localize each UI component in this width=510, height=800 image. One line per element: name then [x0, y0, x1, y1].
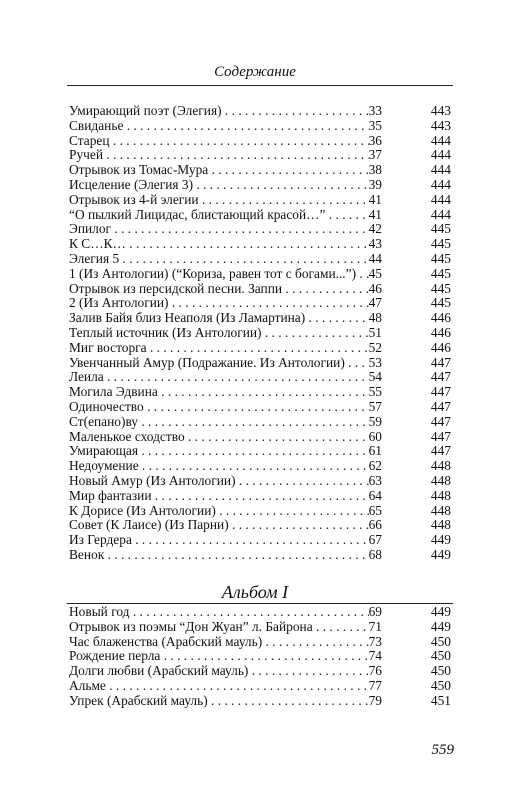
- toc-entry-title: Увенчанный Амур (Подражание. Из Антологии) . . .: [69, 356, 369, 371]
- toc-entry-commentary-page: 447: [430, 413, 451, 429]
- toc-entry-commentary-page: 445: [430, 250, 451, 266]
- toc-entry-commentary-page: 445: [430, 280, 451, 296]
- toc-entry-page: 54: [368, 369, 382, 385]
- toc-entry: [67, 104, 453, 119]
- toc-entry-commentary-page: 449: [430, 546, 451, 562]
- toc-entry-title: Теплый источник (Из Антологии) . . .: [69, 326, 369, 341]
- toc-entry-title: Отрывок из поэмы “Дон Жуан” л. Байрона . . .: [69, 620, 369, 635]
- toc-entry-commentary-page: 448: [430, 517, 451, 533]
- toc-entry: [67, 415, 453, 430]
- section-heading: Альбом I: [221, 582, 289, 602]
- toc-entry-page: 42: [368, 221, 382, 237]
- toc-entry-page: 73: [368, 633, 382, 649]
- header-rule: [67, 85, 453, 86]
- toc-entry-commentary-page: 448: [430, 472, 451, 488]
- toc-entry-title: Умирающая . . .: [69, 444, 369, 459]
- toc-entry-page: 74: [368, 648, 382, 664]
- toc-entry-commentary-page: 449: [430, 618, 451, 634]
- toc-entry-commentary-page: 445: [430, 295, 451, 311]
- toc-entry-commentary-page: 445: [430, 221, 451, 237]
- toc-entry-page: 48: [368, 310, 382, 326]
- toc-entry-title: “О пылкий Лицидас, блистающий красой…” . . .: [69, 208, 369, 223]
- toc-entry-title: К Дорисе (Из Антологии) . . .: [69, 504, 369, 519]
- toc-entry-title: Новый год . . .: [69, 605, 369, 620]
- toc-entry: [67, 518, 453, 533]
- toc-entry: [67, 533, 453, 548]
- toc-entry-page: 46: [368, 280, 382, 296]
- toc-entry-commentary-page: 444: [430, 162, 451, 178]
- toc-entry-page: 35: [368, 117, 382, 133]
- toc-entry: [67, 356, 453, 371]
- toc-entry-title: К С…К… . . .: [69, 237, 369, 252]
- toc-entry-page: 67: [368, 532, 382, 548]
- toc-entry-page: 41: [368, 206, 382, 222]
- toc-entry-title: Свиданье . . .: [69, 119, 369, 134]
- toc-entry: [67, 178, 453, 193]
- toc-entry-page: 65: [368, 502, 382, 518]
- toc-entry: [67, 193, 453, 208]
- toc-entry-title: Венок . . .: [69, 548, 369, 563]
- toc-entry-commentary-page: 450: [430, 663, 451, 679]
- toc-entry-commentary-page: 448: [430, 487, 451, 503]
- toc-entry-title: 1 (Из Антологии) (“Кориза, равен тот с богами...”) . . .: [69, 267, 369, 282]
- toc-entry-commentary-page: 447: [430, 354, 451, 370]
- toc-entry: [67, 504, 453, 519]
- toc-entry-page: 47: [368, 295, 382, 311]
- toc-entry-page: 66: [368, 517, 382, 533]
- toc-entry-page: 68: [368, 546, 382, 562]
- toc-entry-commentary-page: 444: [430, 191, 451, 207]
- toc-entry-page: 60: [368, 428, 382, 444]
- toc-entry: [67, 459, 453, 474]
- toc-entry: [67, 385, 453, 400]
- toc-entry-title: Отрывок из Томас-Мура . . .: [69, 163, 369, 178]
- toc-entry: [67, 282, 453, 297]
- toc-entry-page: 38: [368, 162, 382, 178]
- toc-entry-title: Миг восторга . . .: [69, 341, 369, 356]
- toc-entry-page: 55: [368, 384, 382, 400]
- toc-entry-title: Исцеление (Элегия 3) . . .: [69, 178, 369, 193]
- toc-entry-page: 43: [368, 236, 382, 252]
- toc-entry-commentary-page: 449: [430, 532, 451, 548]
- toc-entry-title: Долги любви (Арабский мауль) . . .: [69, 664, 369, 679]
- toc-entry: [67, 326, 453, 341]
- toc-entry-page: 69: [368, 604, 382, 619]
- toc-entry-commentary-page: 450: [430, 677, 451, 693]
- toc-entry: [67, 548, 453, 563]
- toc-entry-commentary-page: 451: [430, 692, 451, 708]
- toc-entry-page: 62: [368, 458, 382, 474]
- running-header: Содержание: [214, 64, 296, 80]
- toc-entry-commentary-page: 444: [430, 132, 451, 148]
- toc-entry: [67, 694, 453, 709]
- toc-entry: [67, 222, 453, 237]
- toc-entry-commentary-page: 447: [430, 369, 451, 385]
- toc-entry-page: 33: [368, 103, 382, 118]
- toc-entry: [67, 119, 453, 134]
- toc-entry-title: Старец . . .: [69, 134, 369, 149]
- toc-entry-page: 59: [368, 413, 382, 429]
- toc-entry: [67, 341, 453, 356]
- toc-list-main: [67, 104, 453, 563]
- toc-entry-commentary-page: 446: [430, 339, 451, 355]
- toc-entry-page: 77: [368, 677, 382, 693]
- toc-entry: [67, 620, 453, 635]
- toc-entry-title: Одиночество . . .: [69, 400, 369, 415]
- toc-entry-title: Альме . . .: [69, 679, 369, 694]
- toc-entry-commentary-page: 447: [430, 384, 451, 400]
- toc-entry-title: Ручей . . .: [69, 148, 369, 163]
- toc-entry-commentary-page: 447: [430, 443, 451, 459]
- toc-entry: [67, 664, 453, 679]
- toc-entry-commentary-page: 446: [430, 310, 451, 326]
- toc-entry-commentary-page: 443: [430, 117, 451, 133]
- toc-entry: [67, 430, 453, 445]
- page-number: 559: [431, 742, 454, 758]
- toc-entry-commentary-page: 444: [430, 206, 451, 222]
- toc-entry: [67, 649, 453, 664]
- toc-entry-page: 39: [368, 176, 382, 192]
- toc-entry-commentary-page: 449: [430, 604, 451, 619]
- toc-entry: [67, 370, 453, 385]
- toc-entry-page: 61: [368, 443, 382, 459]
- toc-entry: [67, 163, 453, 178]
- toc-entry: [67, 296, 453, 311]
- toc-entry-page: 51: [368, 324, 382, 340]
- toc-entry-commentary-page: 450: [430, 648, 451, 664]
- toc-entry-title: 2 (Из Антологии) . . .: [69, 296, 369, 311]
- toc-entry-commentary-page: 445: [430, 265, 451, 281]
- toc-entry-title: Час блаженства (Арабский мауль) . . .: [69, 635, 369, 650]
- toc-entry-page: 64: [368, 487, 382, 503]
- toc-entry-title: Залив Байя близ Неаполя (Из Ламартина) . . .: [69, 311, 369, 326]
- toc-entry-title: Из Гердера . . .: [69, 533, 369, 548]
- toc-entry-title: Элегия 5 . . .: [69, 252, 369, 267]
- toc-entry: [67, 237, 453, 252]
- toc-entry-title: Отрывок из персидской песни. Заппи . . .: [69, 282, 369, 297]
- toc-entry: [67, 679, 453, 694]
- toc-entry-page: 44: [368, 250, 382, 266]
- toc-entry-title: Недоумение . . .: [69, 459, 369, 474]
- toc-entry: [67, 400, 453, 415]
- toc-entry-page: 71: [368, 618, 382, 634]
- toc-entry-commentary-page: 450: [430, 633, 451, 649]
- toc-entry-page: 63: [368, 472, 382, 488]
- toc-entry-title: Рождение перла . . .: [69, 649, 369, 664]
- toc-entry-page: 52: [368, 339, 382, 355]
- toc-entry-page: 53: [368, 354, 382, 370]
- toc-entry: [67, 134, 453, 149]
- toc-entry-title: Леила . . .: [69, 370, 369, 385]
- toc-entry-commentary-page: 444: [430, 147, 451, 163]
- toc-entry: [67, 444, 453, 459]
- toc-entry: [67, 605, 453, 620]
- toc-entry-title: Эпилог . . .: [69, 222, 369, 237]
- toc-entry-commentary-page: 448: [430, 458, 451, 474]
- toc-entry: [67, 148, 453, 163]
- toc-entry-page: 45: [368, 265, 382, 281]
- toc-entry: [67, 311, 453, 326]
- toc-entry-title: Мир фантазии . . .: [69, 489, 369, 504]
- toc-entry-page: 79: [368, 692, 382, 708]
- toc-entry-page: 37: [368, 147, 382, 163]
- toc-entry-commentary-page: 447: [430, 398, 451, 414]
- toc-entry-page: 41: [368, 191, 382, 207]
- toc-entry-page: 57: [368, 398, 382, 414]
- toc-entry-title: Маленькое сходство . . .: [69, 430, 369, 445]
- toc-entry-commentary-page: 447: [430, 428, 451, 444]
- section-rule: [67, 603, 453, 604]
- toc-entry-page: 36: [368, 132, 382, 148]
- toc-entry-title: Новый Амур (Из Антологии) . . .: [69, 474, 369, 489]
- toc-entry-title: Совет (К Лаисе) (Из Парни) . . .: [69, 518, 369, 533]
- toc-entry-title: Умирающий поэт (Элегия) . . .: [69, 104, 369, 119]
- toc-entry: [67, 267, 453, 282]
- toc-entry-title: Упрек (Арабский мауль) . . .: [69, 694, 369, 709]
- toc-entry: [67, 252, 453, 267]
- toc-entry-title: Ст(епано)ву . . .: [69, 415, 369, 430]
- toc-entry: [67, 635, 453, 650]
- toc-entry-commentary-page: 445: [430, 236, 451, 252]
- toc-entry-commentary-page: 443: [430, 103, 451, 118]
- toc-entry-commentary-page: 446: [430, 324, 451, 340]
- toc-entry: [67, 474, 453, 489]
- toc-entry-commentary-page: 444: [430, 176, 451, 192]
- toc-list-album: [67, 605, 453, 709]
- toc-entry: [67, 208, 453, 223]
- toc-entry-title: Могила Эдвина . . .: [69, 385, 369, 400]
- toc-entry-title: Отрывок из 4-й элегии . . .: [69, 193, 369, 208]
- toc-entry-page: 76: [368, 663, 382, 679]
- toc-entry: [67, 489, 453, 504]
- toc-entry-commentary-page: 448: [430, 502, 451, 518]
